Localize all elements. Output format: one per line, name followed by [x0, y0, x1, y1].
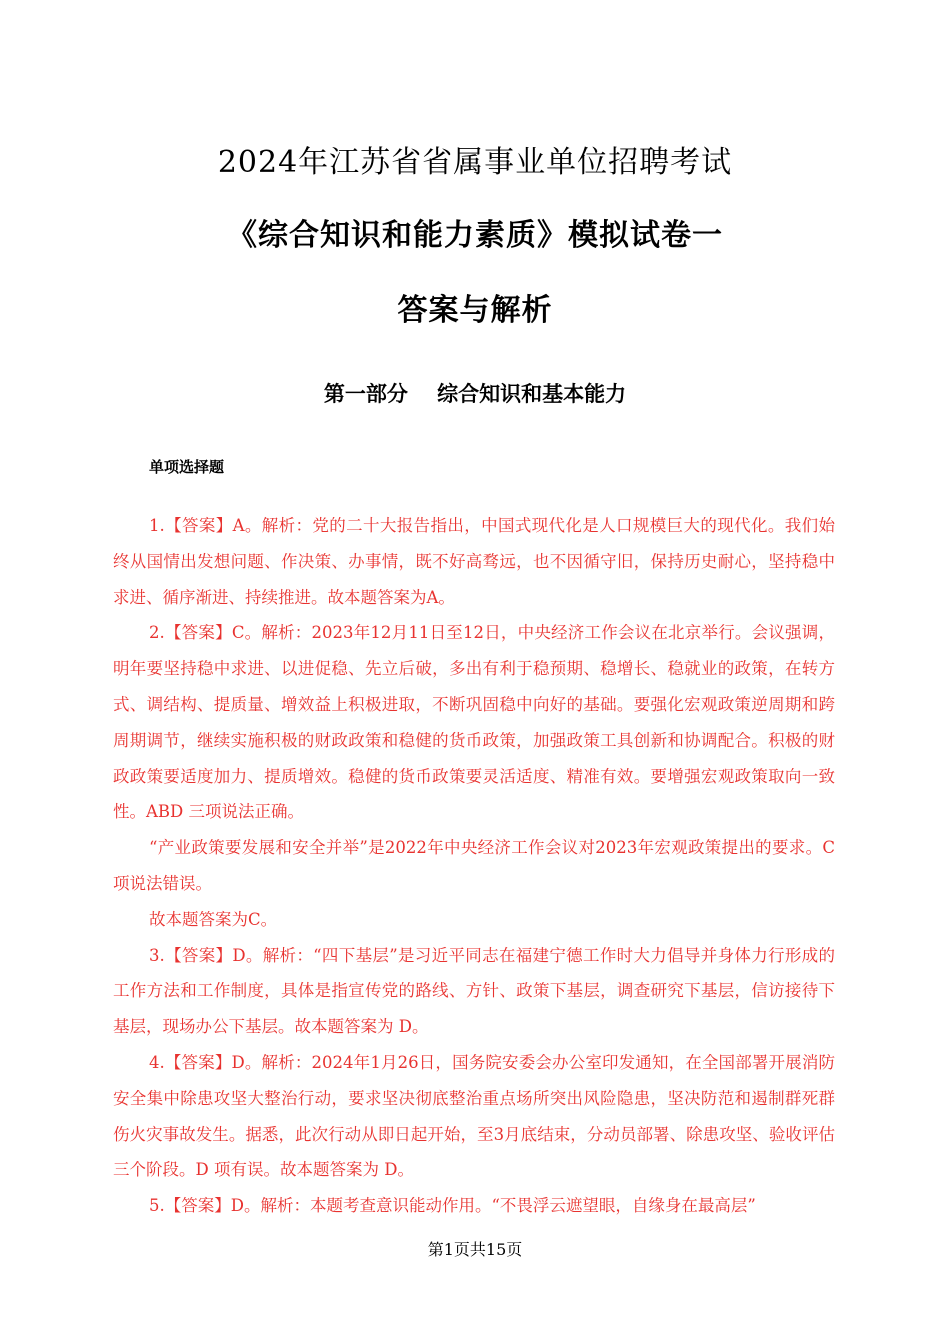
answer-paragraph: 1.【答案】A。解析：党的二十大报告指出，中国式现代化是人口规模巨大的现代化。我们始终从国情出发想问题、作决策、办事情，既不好高骛远，也不因循守旧，保持历史耐心，坚持稳中求进、循序渐进、持续推进。故本题答案为A。	[113, 516, 835, 607]
answer-paragraph: 5.【答案】D。解析：本题考查意识能动作用。“不畏浮云遮望眼，自缘身在最高层”	[149, 1196, 756, 1216]
answer-paragraph: “产业政策要发展和安全并举”是2022年中央经济工作会议对2023年宏观政策提出的要求。C 项说法错误。	[113, 838, 835, 893]
title-line-2: 《综合知识和能力素质》模拟试卷一	[227, 218, 723, 253]
answer-paragraph: 3.【答案】D。解析：“四下基层”是习近平同志在福建宁德工作时大力倡导并身体力行形成的工作方法和工作制度，具体是指宣传党的路线、方针、政策下基层，调查研究下基层，信访接待下基层，现场办公下基层。故本题答案为 D。	[113, 945, 835, 1037]
title-line-3: 答案与解析	[397, 293, 553, 328]
section-label: 单项选择题	[149, 458, 225, 476]
page-number: 第1页共15页	[427, 1240, 523, 1259]
answer-paragraph: 4.【答案】D。解析：2024年1月26日，国务院安委会办公室印发通知，在全国部署开展消防安全集中除患攻坚大整治行动，要求坚决彻底整治重点场所突出风险隐患，坚决防范和遏制群死群伤火灾事故发生。据悉，此次行动从即日起开始，至3月底结束，分动员部署、除患攻坚、验收评估三个阶段。D 项有误。故本题答案为 D。	[113, 1052, 835, 1180]
title-line-1: 2024年江苏省省属事业单位招聘考试	[217, 145, 733, 180]
part-heading: 第一部分 综合知识和基本能力	[323, 382, 627, 406]
answer-paragraph: 故本题答案为C。	[149, 909, 278, 929]
answer-list	[113, 508, 835, 1224]
answer-paragraph: 2.【答案】C。解析：2023年12月11日至12日，中央经济工作会议在北京举行。会议强调，明年要坚持稳中求进、以进促稳、先立后破，多出有利于稳预期、稳增长、稳就业的政策，在转方式、调结构、提质量、增效益上积极进取，不断巩固稳中向好的基础。要强化宏观政策逆周期和跨周期调节，继续实施积极的财政政策和稳健的货币政策，加强政策工具创新和协调配合。积极的财政政策要适度加力、提质增效。稳健的货币政策要灵活适度、精准有效。要增强宏观政策取向一致性。ABD 三项说法正确。	[113, 623, 835, 822]
